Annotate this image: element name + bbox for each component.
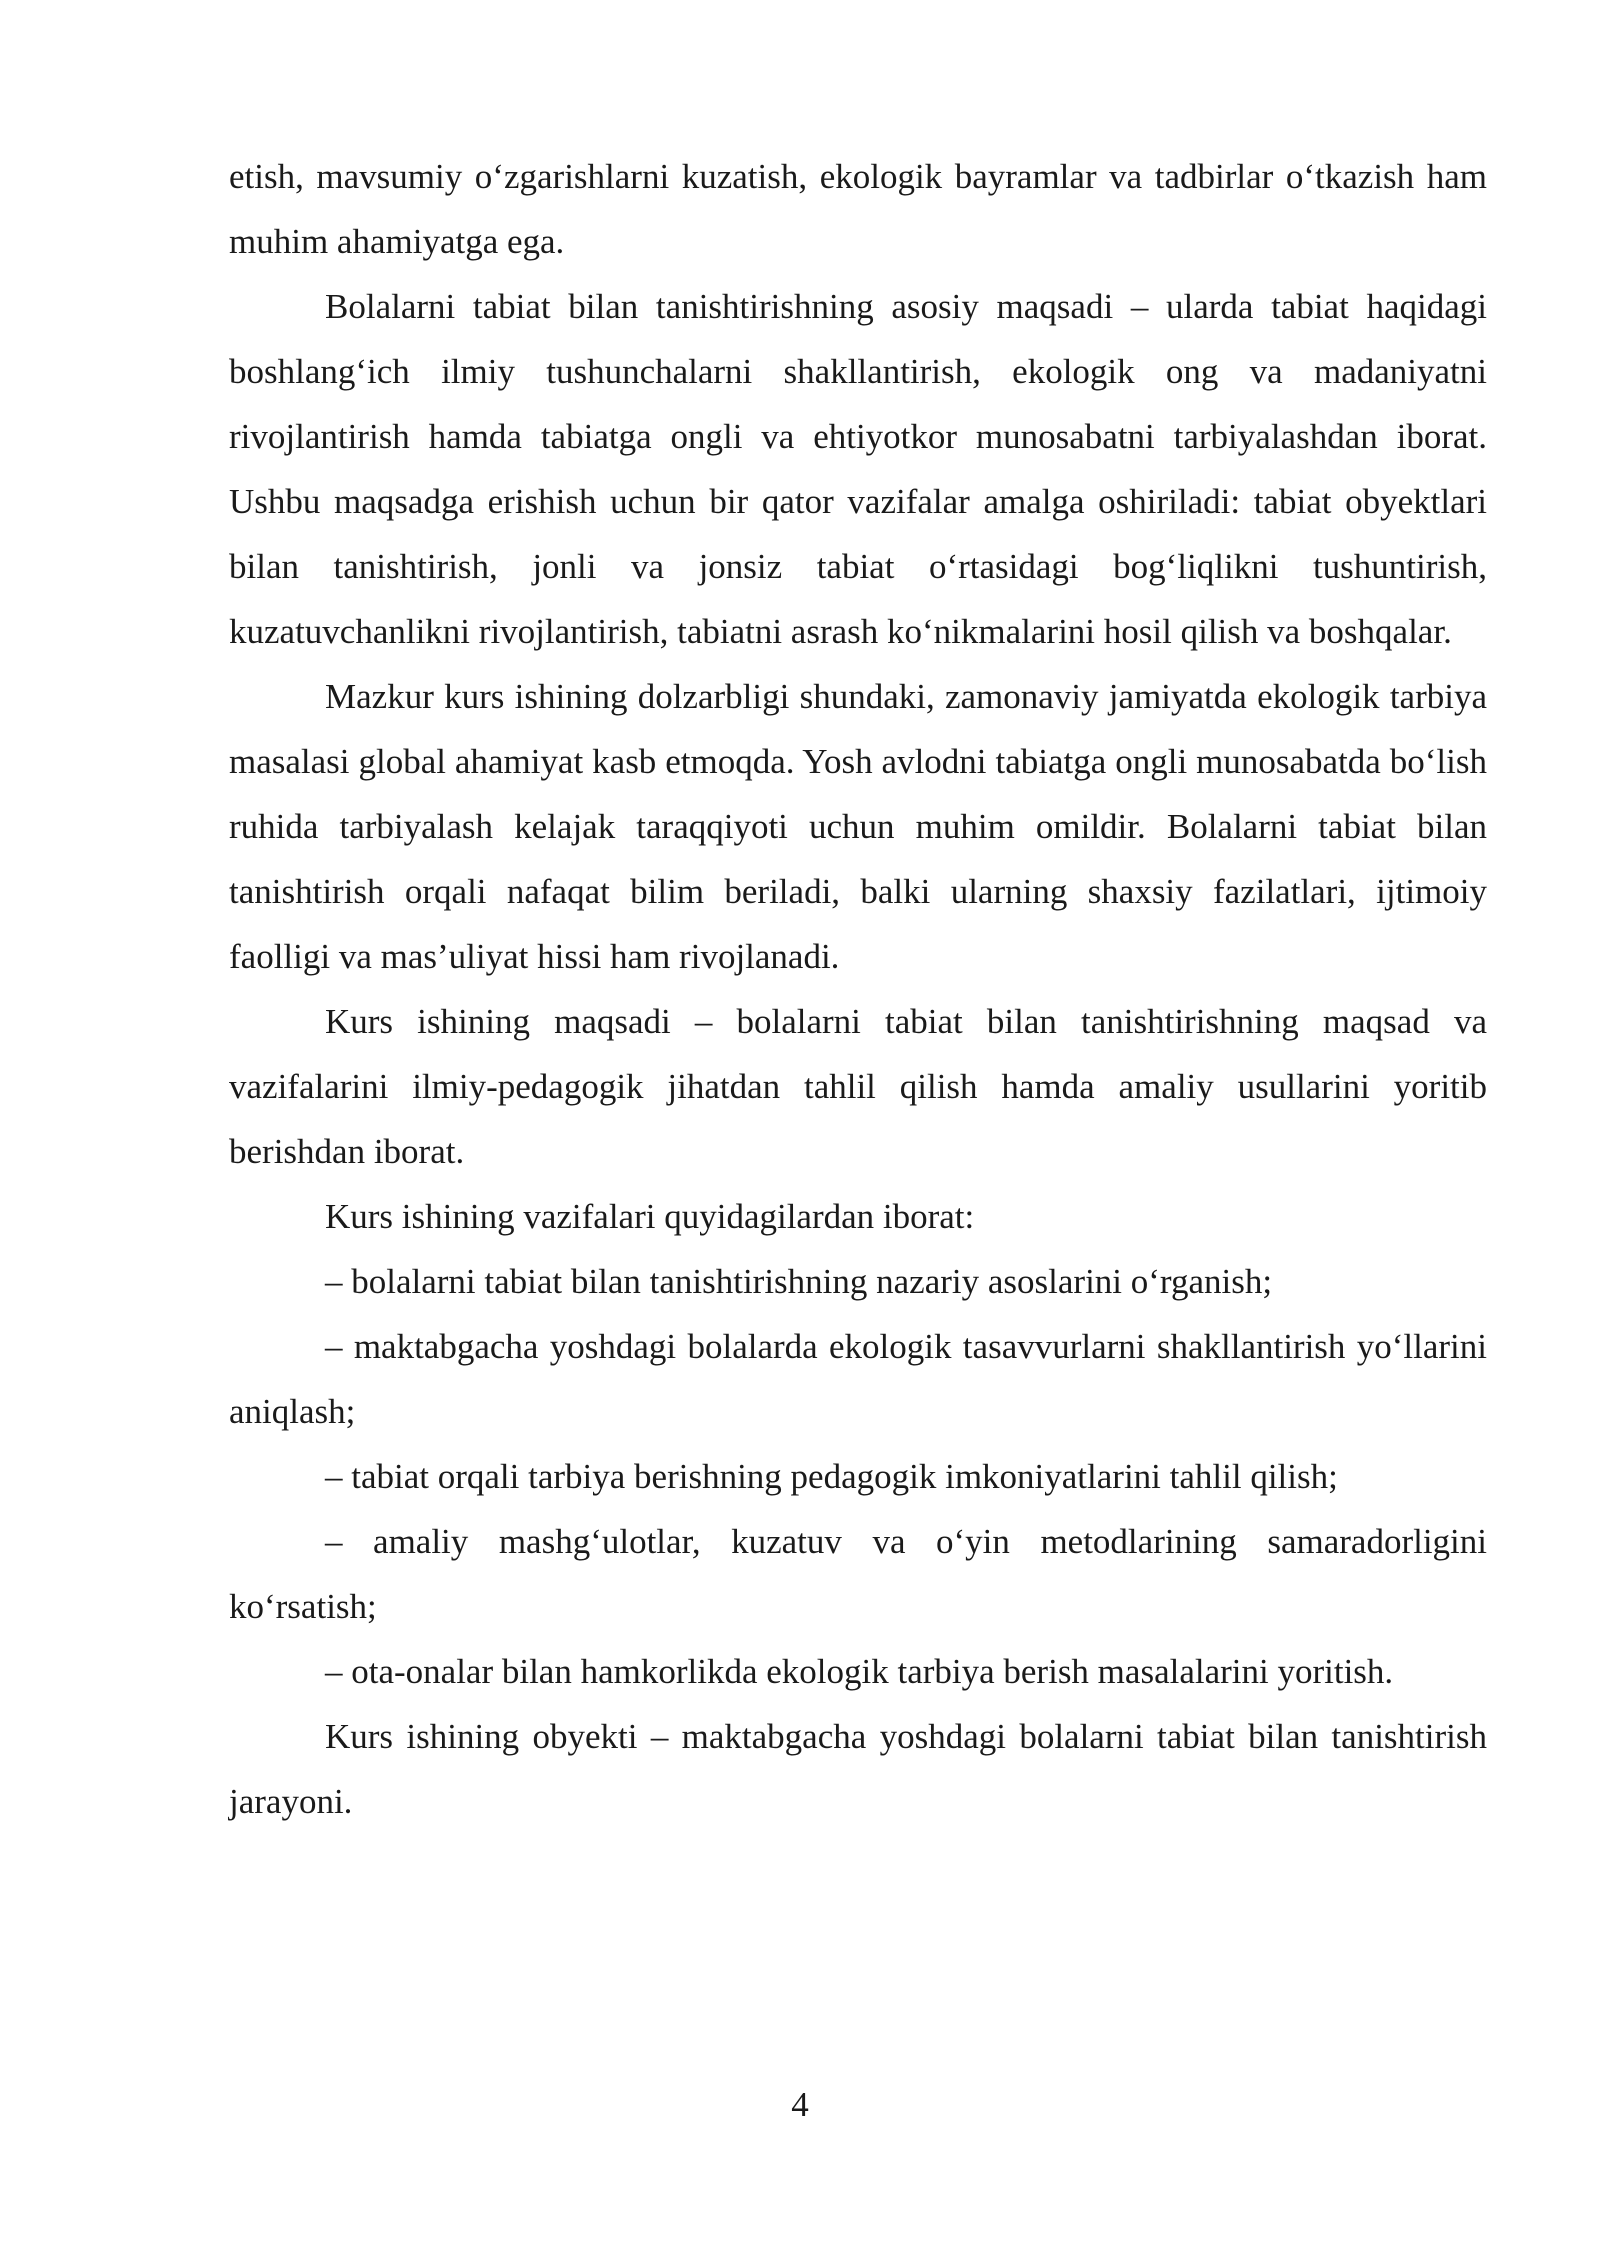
paragraph-course-goal: Kurs ishining maqsadi – bolalarni tabiat bilan tanishtirishning maqsad va vazifalarini ilmiy-pedagogik jihatdan tahlil qilish hamda amaliy usullarini yoritib berishdan iborat. (229, 1002, 1487, 1171)
task-list-item: – amaliy mashg‘ulotlar, kuzatuv va o‘yin metodlarining samaradorligini ko‘rsatish; (229, 1522, 1487, 1626)
paragraph-main-goal: Bolalarni tabiat bilan tanishtirishning asosiy maqsadi – ularda tabiat haqidagi boshlang‘ich ilmiy tushunchalarni shakllantirish, ekologik ong va madaniyatni rivojlantirish hamda tabiatga ongli va ehtiyotkor munosabatni tarbiyalashdan iborat. Ushbu maqsadga erishish uchun bir qator vazifalar amalga oshiriladi: tabiat obyektlari bilan tanishtirish, jonli va jonsiz tabiat o‘rtasidagi bog‘liqlikni tushuntirish, kuzatuvchanlikni rivojlantirish, tabiatni asrash ko‘nikmalarini hosil qilish va boshqalar. (229, 287, 1487, 651)
paragraph-object: Kurs ishining obyekti – maktabgacha yoshdagi bolalarni tabiat bilan tanishtirish jarayoni. (229, 1717, 1487, 1821)
document-body (229, 144, 1487, 1834)
task-list-item: – bolalarni tabiat bilan tanishtirishning nazariy asoslarini o‘rganish; (325, 1262, 1273, 1301)
paragraph-tasks-intro: Kurs ishining vazifalari quyidagilardan iborat: (325, 1197, 975, 1236)
page-number: 4 (791, 2085, 809, 2124)
task-list-item: – maktabgacha yoshdagi bolalarda ekologik tasavvurlarni shakllantirish yo‘llarini aniqlash; (229, 1327, 1487, 1431)
task-list-item: – tabiat orqali tarbiya berishning pedagogik imkoniyatlarini tahlil qilish; (325, 1457, 1338, 1496)
paragraph-relevance: Mazkur kurs ishining dolzarbligi shundaki, zamonaviy jamiyatda ekologik tarbiya masalasi global ahamiyat kasb etmoqda. Yosh avlodni tabiatga ongli munosabatda bo‘lish ruhida tarbiyalash kelajak taraqqiyoti uchun muhim omildir. Bolalarni tabiat bilan tanishtirish orqali nafaqat bilim beriladi, balki ularning shaxsiy fazilatlari, ijtimoiy faolligi va mas’uliyat hissi ham rivojlanadi. (229, 677, 1487, 976)
paragraph-continuation: etish, mavsumiy o‘zgarishlarni kuzatish, ekologik bayramlar va tadbirlar o‘tkazish ham muhim ahamiyatga ega. (229, 157, 1487, 261)
task-list-item: – ota-onalar bilan hamkorlikda ekologik tarbiya berish masalalarini yoritish. (325, 1652, 1394, 1691)
